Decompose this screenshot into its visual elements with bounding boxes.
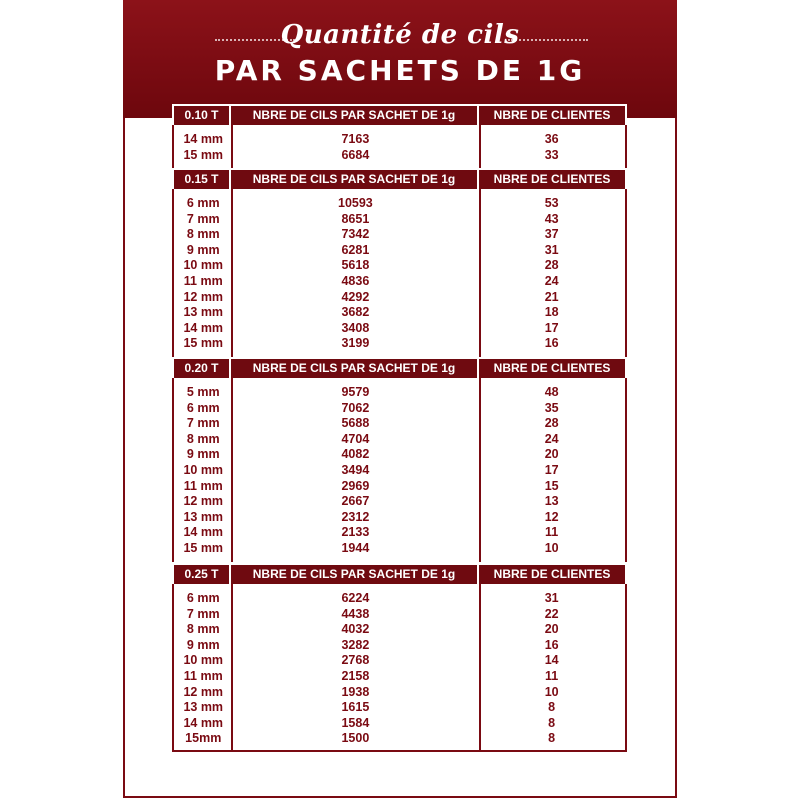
length-cell: 10 mm xyxy=(183,258,224,273)
table-bottom-border xyxy=(172,750,627,752)
cils-count-cell: 6224 xyxy=(341,591,370,605)
clientes-count-cell: 20 xyxy=(544,622,559,637)
length-cell: 8 mm xyxy=(186,622,220,637)
section-body xyxy=(172,189,627,357)
thickness-label: 0.15 T xyxy=(172,170,231,189)
length-cell: 10 mm xyxy=(183,462,224,477)
table-row xyxy=(174,669,625,685)
poster-header xyxy=(123,0,677,118)
section-header-row xyxy=(172,170,627,189)
clientes-count-cell: 31 xyxy=(544,242,559,257)
clientes-count-cell: 37 xyxy=(544,227,559,242)
length-cell: 10 mm xyxy=(183,653,224,668)
clientes-count-cell: 12 xyxy=(544,509,559,524)
clientes-count-cell: 28 xyxy=(544,416,559,431)
cils-count-cell: 8651 xyxy=(341,211,370,226)
length-cell: 9 mm xyxy=(186,447,220,462)
cils-count-cell: 6684 xyxy=(341,147,370,162)
clientes-count-cell: 24 xyxy=(544,273,559,288)
thickness-label: 0.25 T xyxy=(172,565,231,584)
table-row xyxy=(174,700,625,716)
section-body xyxy=(172,378,627,562)
length-cell: 11 mm xyxy=(183,668,223,683)
length-cell: 14 mm xyxy=(183,132,224,146)
column-header-cils: NBRE DE CILS PAR SACHET DE 1g xyxy=(231,106,479,125)
cils-count-cell: 2667 xyxy=(341,494,370,509)
table-row xyxy=(174,227,625,243)
length-cell: 7 mm xyxy=(186,211,220,226)
length-cell: 13 mm xyxy=(183,700,224,715)
clientes-count-cell: 14 xyxy=(544,653,559,668)
length-cell: 12 mm xyxy=(183,684,224,699)
clientes-count-cell: 43 xyxy=(544,211,559,226)
length-cell: 9 mm xyxy=(186,637,220,652)
cils-count-cell: 2969 xyxy=(341,478,370,493)
column-header-cils: NBRE DE CILS PAR SACHET DE 1g xyxy=(231,565,479,584)
cils-count-cell: 2768 xyxy=(341,653,370,668)
section-header-row xyxy=(172,565,627,584)
length-cell: 13 mm xyxy=(183,305,224,320)
table-row xyxy=(174,685,625,701)
clientes-count-cell: 17 xyxy=(544,320,559,335)
header-subtitle: Quantité de cils xyxy=(280,20,520,50)
length-cell: 13 mm xyxy=(183,509,224,524)
section-header-row xyxy=(172,104,627,125)
table-row xyxy=(174,196,625,212)
clientes-count-cell: 21 xyxy=(544,289,559,304)
header-title: PAR SACHETS DE 1G xyxy=(214,54,586,87)
table-row xyxy=(174,653,625,669)
table-row xyxy=(174,321,625,337)
cils-count-cell: 3682 xyxy=(341,305,370,320)
cils-count-cell: 1615 xyxy=(341,700,370,715)
section-table xyxy=(172,565,627,752)
table-row xyxy=(174,716,625,732)
section-body xyxy=(172,125,627,168)
table-row xyxy=(174,258,625,274)
table-row xyxy=(174,336,625,352)
table-row xyxy=(174,212,625,228)
cils-count-cell: 3199 xyxy=(341,336,370,351)
clientes-count-cell: 8 xyxy=(548,731,556,746)
clientes-count-cell: 10 xyxy=(544,684,559,699)
length-cell: 6 mm xyxy=(186,591,220,605)
length-cell: 9 mm xyxy=(186,242,220,257)
table-row xyxy=(174,274,625,290)
length-cell: 15 mm xyxy=(183,540,224,555)
length-cell: 5 mm xyxy=(186,385,220,399)
table-row xyxy=(174,479,625,495)
cils-count-cell: 5688 xyxy=(341,416,370,431)
table-row xyxy=(174,305,625,321)
length-cell: 8 mm xyxy=(186,431,220,446)
cils-count-cell: 4032 xyxy=(341,622,370,637)
clientes-count-cell: 24 xyxy=(544,431,559,446)
length-cell: 14 mm xyxy=(183,715,224,730)
cils-count-cell: 4704 xyxy=(341,431,370,446)
cils-count-cell: 7342 xyxy=(341,227,370,242)
cils-count-cell: 1584 xyxy=(341,715,370,730)
table-row xyxy=(174,243,625,259)
length-cell: 7 mm xyxy=(186,416,220,431)
table-row xyxy=(174,385,625,401)
length-cell: 6 mm xyxy=(186,196,220,210)
clientes-count-cell: 33 xyxy=(544,147,559,162)
thickness-label: 0.20 T xyxy=(172,359,231,378)
cils-count-cell: 4082 xyxy=(341,447,370,462)
clientes-count-cell: 10 xyxy=(544,540,559,555)
table-row xyxy=(174,290,625,306)
column-header-clientes: NBRE DE CLIENTES xyxy=(479,106,627,125)
clientes-count-cell: 35 xyxy=(544,400,559,415)
clientes-count-cell: 13 xyxy=(544,494,559,509)
clientes-count-cell: 36 xyxy=(544,132,559,146)
length-cell: 11 mm xyxy=(183,273,223,288)
cils-count-cell: 10593 xyxy=(338,196,373,210)
length-cell: 15mm xyxy=(185,731,222,746)
section-table xyxy=(172,170,627,357)
clientes-count-cell: 11 xyxy=(545,525,559,540)
length-cell: 12 mm xyxy=(183,494,224,509)
table-row xyxy=(174,622,625,638)
clientes-count-cell: 8 xyxy=(548,715,556,730)
cils-count-cell: 1944 xyxy=(341,540,370,555)
cils-count-cell: 4292 xyxy=(341,289,370,304)
clientes-count-cell: 15 xyxy=(544,478,559,493)
length-cell: 6 mm xyxy=(186,400,220,415)
length-cell: 8 mm xyxy=(186,227,220,242)
table-row xyxy=(174,447,625,463)
table-row xyxy=(174,591,625,607)
clientes-count-cell: 22 xyxy=(544,606,559,621)
cils-count-cell: 2312 xyxy=(341,509,370,524)
clientes-count-cell: 11 xyxy=(545,668,559,683)
table-row xyxy=(174,541,625,557)
clientes-count-cell: 18 xyxy=(544,305,559,320)
table-row xyxy=(174,148,625,164)
cils-count-cell: 3494 xyxy=(341,462,370,477)
clientes-count-cell: 17 xyxy=(544,462,559,477)
clientes-count-cell: 16 xyxy=(544,637,559,652)
clientes-count-cell: 8 xyxy=(548,700,556,715)
table-row xyxy=(174,510,625,526)
column-header-clientes: NBRE DE CLIENTES xyxy=(479,170,627,189)
cils-count-cell: 3282 xyxy=(341,637,370,652)
column-header-cils: NBRE DE CILS PAR SACHET DE 1g xyxy=(231,170,479,189)
cils-count-cell: 7062 xyxy=(341,400,370,415)
clientes-count-cell: 20 xyxy=(544,447,559,462)
cils-count-cell: 4836 xyxy=(341,273,370,288)
clientes-count-cell: 48 xyxy=(544,385,559,399)
cils-count-cell: 2133 xyxy=(341,525,370,540)
cils-count-cell: 4438 xyxy=(341,606,370,621)
length-cell: 11 mm xyxy=(183,478,223,493)
cils-count-cell: 3408 xyxy=(341,320,370,335)
clientes-count-cell: 53 xyxy=(544,196,559,210)
length-cell: 14 mm xyxy=(183,320,224,335)
section-body xyxy=(172,584,627,752)
section-header-row xyxy=(172,359,627,378)
table-row xyxy=(174,638,625,654)
clientes-count-cell: 31 xyxy=(544,591,559,605)
cils-count-cell: 1938 xyxy=(341,684,370,699)
length-cell: 14 mm xyxy=(183,525,224,540)
column-header-cils: NBRE DE CILS PAR SACHET DE 1g xyxy=(231,359,479,378)
clientes-count-cell: 28 xyxy=(544,258,559,273)
table-row xyxy=(174,416,625,432)
cils-count-cell: 5618 xyxy=(341,258,370,273)
length-cell: 15 mm xyxy=(183,336,224,351)
column-header-clientes: NBRE DE CLIENTES xyxy=(479,565,627,584)
clientes-count-cell: 16 xyxy=(544,336,559,351)
table-row xyxy=(174,463,625,479)
thickness-label: 0.10 T xyxy=(172,106,231,125)
cils-count-cell: 6281 xyxy=(341,242,370,257)
length-cell: 12 mm xyxy=(183,289,224,304)
table-row xyxy=(174,432,625,448)
length-cell: 15 mm xyxy=(183,147,224,162)
column-header-clientes: NBRE DE CLIENTES xyxy=(479,359,627,378)
cils-count-cell: 7163 xyxy=(341,132,370,146)
table-row xyxy=(174,607,625,623)
cils-count-cell: 1500 xyxy=(341,731,370,746)
table-row xyxy=(174,494,625,510)
table-row xyxy=(174,132,625,148)
length-cell: 7 mm xyxy=(186,606,220,621)
table-row xyxy=(174,731,625,747)
cils-count-cell: 9579 xyxy=(341,385,370,399)
cils-count-cell: 2158 xyxy=(341,668,370,683)
table-row xyxy=(174,401,625,417)
table-row xyxy=(174,525,625,541)
section-table xyxy=(172,104,627,168)
section-table xyxy=(172,359,627,562)
